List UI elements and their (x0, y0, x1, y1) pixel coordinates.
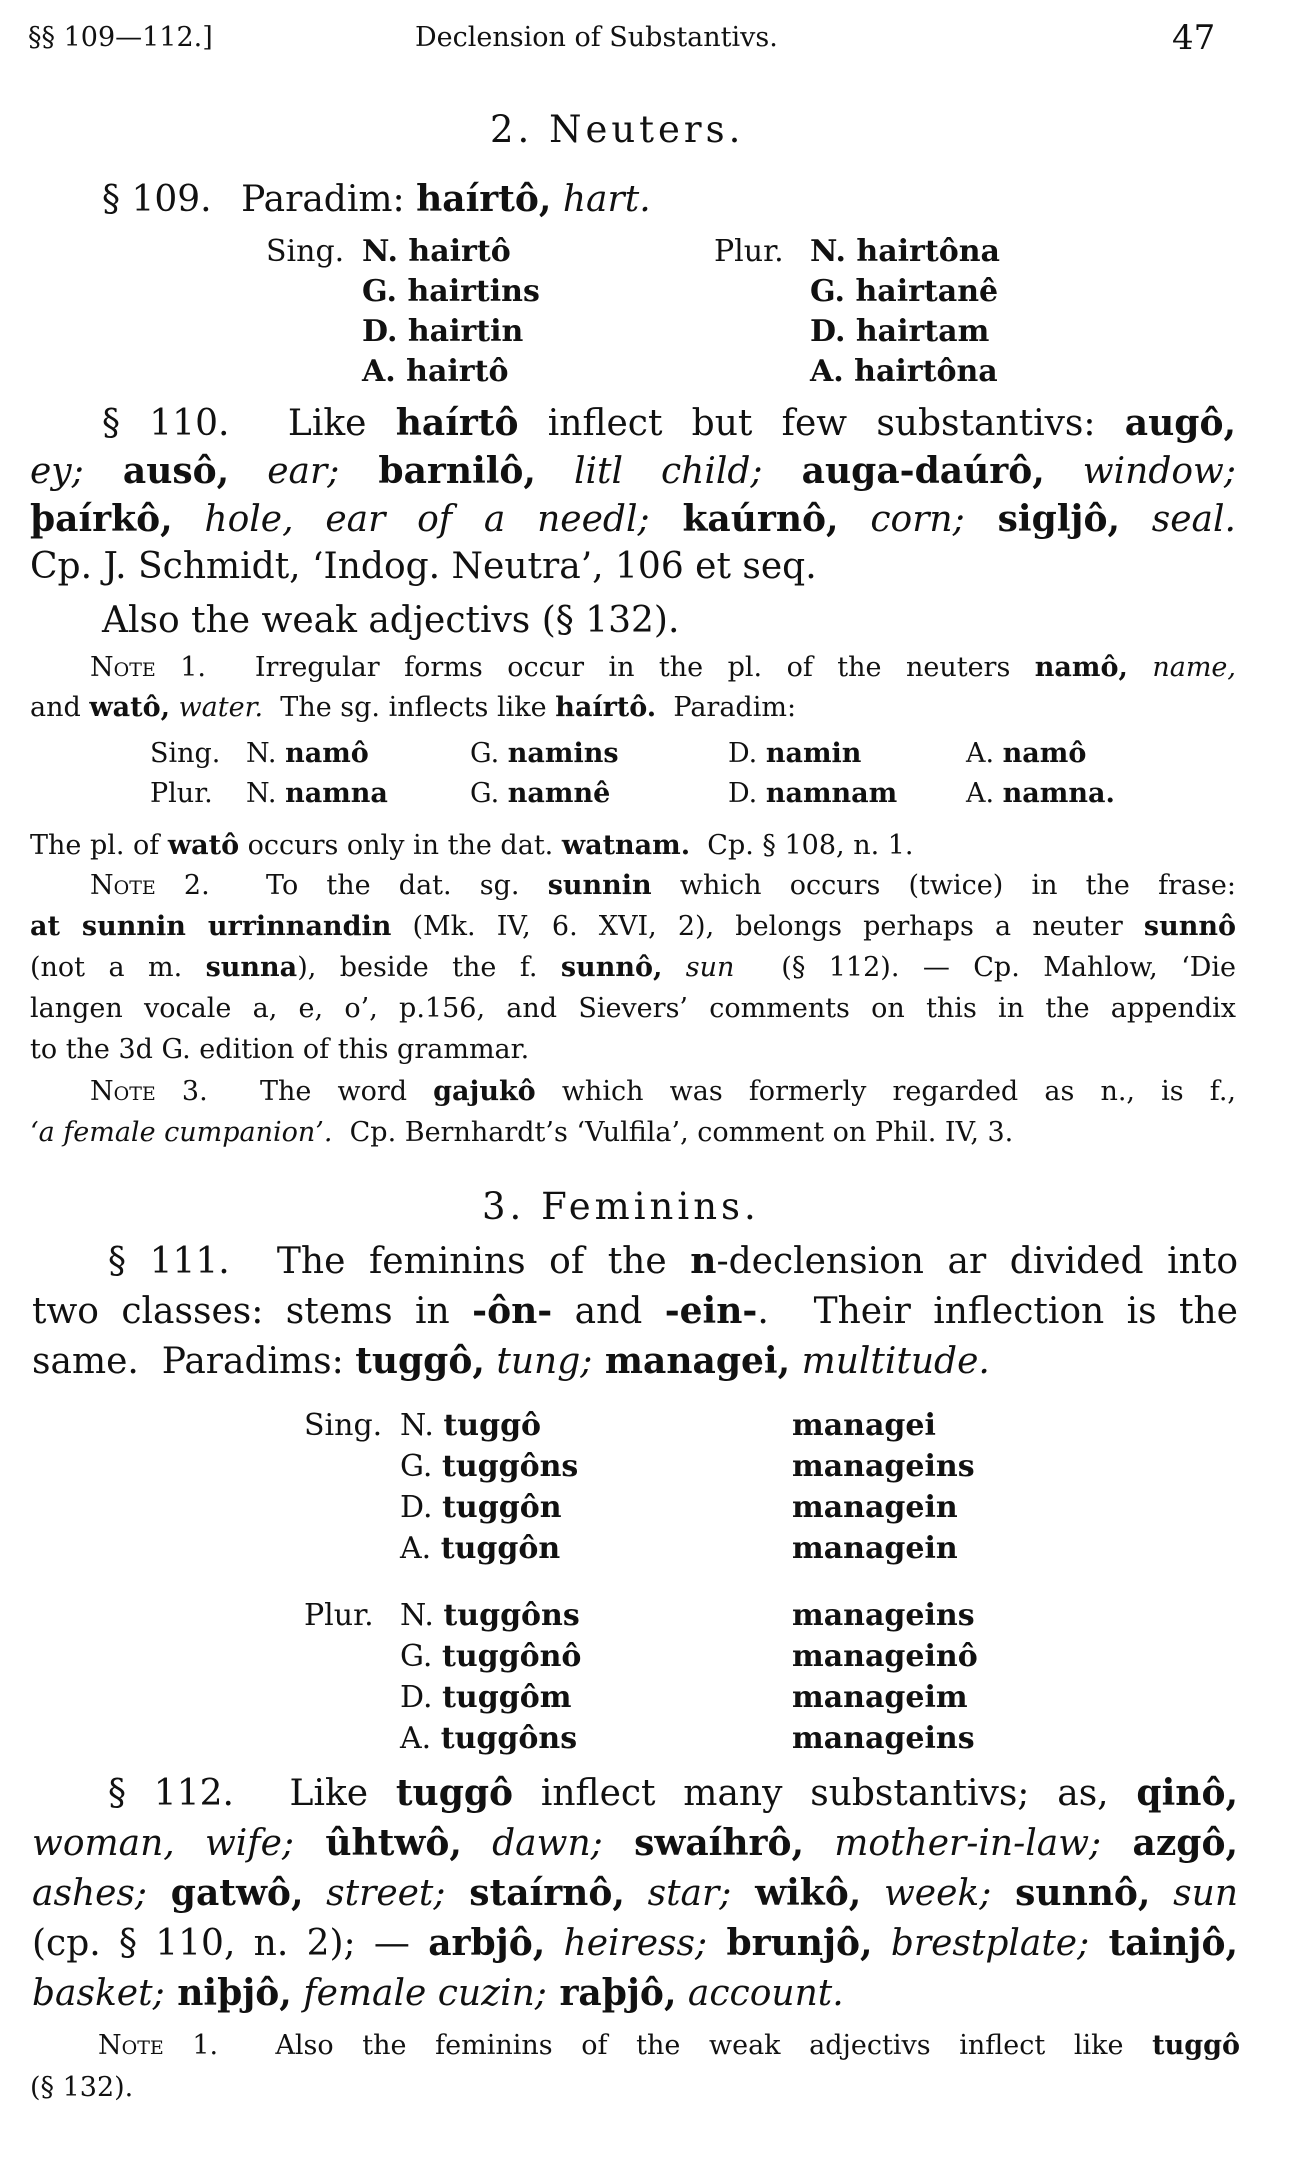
text-run: ), beside the f. (297, 952, 561, 983)
gothic-word: watô (167, 830, 240, 861)
text-run: The word (207, 1076, 434, 1107)
neuter-sing-form: G. hairtins (362, 274, 540, 309)
text-run: two classes: stems in (32, 1291, 473, 1332)
gloss-text: basket; (32, 1973, 165, 2014)
paradigm-cell-tuggo (400, 1408, 541, 1443)
inflected-form: tuggô (443, 1408, 542, 1443)
gothic-word: gatwô, (147, 1872, 304, 1914)
paradigm-cell (728, 778, 897, 809)
inflected-form: namnam (765, 778, 898, 809)
inflected-form: tuggôn (442, 1490, 562, 1525)
gloss-text: window; (1044, 451, 1236, 492)
gloss-text: hole, ear of a needl; (172, 499, 650, 540)
paradigm-cell-managei: manageins (792, 1598, 975, 1633)
gothic-word: gajukô (433, 1076, 536, 1107)
gothic-word: sunnin (547, 870, 652, 901)
section-heading-feminins: 3. Feminins. (482, 1185, 760, 1228)
section-112-line (32, 1972, 1238, 2014)
gloss-text: tung; (484, 1341, 593, 1382)
gloss-text: brestplate; (872, 1923, 1090, 1964)
neuter-plur-form: A. hairtôna (810, 354, 998, 389)
paradigm-cell (470, 778, 610, 809)
paradigm-cell-tuggo (400, 1449, 578, 1484)
text-run: The sg. inflects like (263, 692, 556, 723)
text-run: (Mk. IV, 6. XVI, 2), belongs perhaps a neuter (391, 911, 1144, 942)
neuter-plur-label: Plur. (714, 234, 784, 269)
section-112-line (32, 1822, 1238, 1864)
case-label: G. (400, 1449, 433, 1484)
gothic-word: sunna (205, 952, 298, 983)
gloss-text: water. (169, 692, 264, 723)
neuter-plur-form: D. hairtam (810, 314, 990, 349)
neuter-plur-form: N. hairtôna (810, 234, 1000, 269)
gothic-word: þaírkô, (30, 498, 173, 540)
gloss-text: sun (662, 952, 735, 983)
neuter-sing-label: Sing. (266, 234, 345, 269)
inflected-form: namô (1002, 738, 1087, 769)
text-run: inflect many substantivs; as, (513, 1773, 1137, 1814)
section-111-line (32, 1290, 1238, 1332)
section-110-line (30, 450, 1236, 492)
case-label: N. (400, 1598, 434, 1633)
gothic-word: qinô, (1136, 1772, 1238, 1814)
gothic-word: sunnô (1143, 911, 1236, 942)
neuters-note-1-line (90, 652, 1236, 683)
paradigm-cell (246, 738, 369, 769)
gothic-word: haírtô (395, 402, 519, 444)
paradigm-cell-managei: managei (792, 1408, 936, 1443)
section-112-line (108, 1772, 1238, 1814)
gothic-word: watô, (89, 692, 170, 723)
section-109-text: Paradim: (241, 179, 405, 220)
text-run: Cp. § 108, n. 1. (690, 830, 914, 861)
gothic-word: tainjô, (1089, 1922, 1238, 1964)
inflected-form: namnê (507, 778, 611, 809)
paradigm-cell-managei: managein (792, 1531, 958, 1566)
note-label: Note 3. (90, 1076, 208, 1107)
gloss-text: litl child; (535, 451, 763, 492)
paradigm-row-label: Sing. (150, 738, 221, 769)
text-run: Paradim: (656, 692, 797, 723)
paradigm-cell (966, 738, 1086, 769)
gothic-word: -ôn- (472, 1290, 553, 1332)
gloss-text: woman, wife; (32, 1823, 295, 1864)
gothic-word: auga-daúrô, (762, 450, 1045, 492)
text-run: (cp. § 110, n. 2); — (32, 1923, 429, 1964)
neuters-note-1-after-line (30, 830, 1236, 861)
gothic-word: augô, (1124, 402, 1237, 444)
paradigm-cell-tuggo (400, 1680, 571, 1715)
paradigm-cell-tuggo (400, 1598, 580, 1633)
feminins-note-1-line (98, 2030, 1240, 2061)
gloss-text: heiress; (545, 1923, 708, 1964)
case-label: G. (470, 738, 508, 769)
header-running-title: Declension of Substantivs. (415, 22, 778, 53)
gothic-word: niþjô, (164, 1972, 292, 2014)
gothic-word: sigljô, (964, 498, 1120, 540)
section-110-line (30, 498, 1236, 540)
text-run: Irregular forms occur in the pl. of the neuters (205, 652, 1035, 683)
inflected-form: namô (285, 738, 369, 769)
paradigm-cell-managei: manageinô (792, 1639, 978, 1674)
neuters-note-3-line (30, 1117, 1236, 1148)
gothic-word: tuggô (395, 1772, 514, 1814)
paradigm-number-label: Sing. (304, 1408, 383, 1443)
neuter-plur-form: G. hairtanê (810, 274, 999, 309)
section-111-line (108, 1240, 1238, 1282)
note-label: Note 2. (90, 870, 210, 901)
neuter-sing-form: N. hairtô (362, 234, 511, 269)
gloss-text: corn; (838, 499, 965, 540)
text-run: and (30, 692, 90, 723)
gloss-text: account. (676, 1973, 844, 2014)
inflected-form: tuggôns (441, 1449, 579, 1484)
text-run: and (552, 1291, 665, 1332)
inflected-form: tuggônô (441, 1639, 582, 1674)
gloss-text: star; (624, 1873, 732, 1914)
gloss-text: mother-in-law; (804, 1823, 1102, 1864)
section-112-line (32, 1872, 1238, 1914)
inflected-form: namins (507, 738, 619, 769)
inflected-form: namna. (1002, 778, 1115, 809)
neuters-note-1-line (30, 692, 1236, 723)
text-run: (§ 132). (30, 2072, 134, 2103)
paradigm-cell (966, 778, 1115, 809)
text-run: (not a m. (30, 952, 206, 983)
text-run: The pl. of (30, 830, 168, 861)
gothic-word: -ein- (664, 1290, 758, 1332)
gothic-word: managei, (592, 1340, 791, 1382)
neuters-note-3-line (90, 1076, 1236, 1107)
text-run: § 111. The feminins of the (108, 1241, 691, 1282)
text-run: Cp. J. Schmidt, ‘Indog. Neutra’, 106 et seq. (30, 546, 817, 587)
gloss-text: street; (303, 1873, 446, 1914)
case-label: D. (400, 1490, 433, 1525)
neuters-note-2-line (30, 911, 1236, 942)
paradigm-cell-managei: managein (792, 1490, 958, 1525)
text-run: langen vocale a, e, o’, p.156, and Sievers’ comments on this in the appendix (30, 993, 1236, 1024)
section-111-line (32, 1340, 1238, 1382)
paradigm-cell-tuggo (400, 1639, 581, 1674)
text-run: § 110. Like (102, 403, 396, 444)
paradigm-cell (246, 778, 388, 809)
paradigm-cell-managei: manageins (792, 1449, 975, 1484)
case-label: G. (400, 1639, 433, 1674)
gloss-text: ‘a female cumpanion’. (30, 1117, 333, 1148)
case-label: N. (400, 1408, 434, 1443)
gothic-word: swaíhrô, (602, 1822, 805, 1864)
text-run: Cp. Bernhardt’s ‘Vulfila’, comment on Phil. IV, 3. (332, 1117, 1014, 1148)
inflected-form: namna (285, 778, 388, 809)
section-110-also: Also the weak adjectivs (§ 132). (102, 600, 680, 641)
gloss-text: name, (1127, 652, 1236, 683)
text-run: . Their inflection is the (757, 1291, 1238, 1332)
case-label: A. (400, 1721, 432, 1756)
gothic-word: haírtô. (555, 692, 657, 723)
case-label: A. (400, 1531, 432, 1566)
neuter-sing-form: D. hairtin (362, 314, 524, 349)
paradigm-cell-managei: manageins (792, 1721, 975, 1756)
paradigm-cell-tuggo (400, 1531, 560, 1566)
neuter-sing-form: A. hairtô (362, 354, 509, 389)
paradigm-cell-tuggo (400, 1721, 577, 1756)
note-label: Note 1. (98, 2030, 219, 2061)
text-run: to the 3d G. edition of this grammar. (30, 1034, 530, 1065)
gothic-word: ûhtwô, (294, 1822, 462, 1864)
paradigm-cell (470, 738, 619, 769)
section-109-heading (102, 178, 651, 220)
gothic-word: at sunnin urrinnandin (30, 911, 392, 942)
gothic-word: sunnô, (560, 952, 663, 983)
paradigm-cell (728, 738, 861, 769)
gothic-word: namô, (1034, 652, 1128, 683)
case-label: D. (728, 738, 766, 769)
text-run: which was formerly regarded as n., is f., (535, 1076, 1236, 1107)
case-label: N. (246, 738, 286, 769)
gloss-text: week; (861, 1873, 992, 1914)
text-run: same. Paradims: (32, 1341, 356, 1382)
neuters-note-2-line (30, 993, 1236, 1024)
text-run: Also the feminins of the weak adjectivs inflect like (218, 2030, 1153, 2061)
neuters-note-2-line (30, 1034, 1236, 1065)
gothic-word: brunjô, (707, 1922, 873, 1964)
gothic-word: kaúrnô, (649, 498, 839, 540)
gloss-text: ey; (30, 451, 84, 492)
gothic-word: ausô, (83, 450, 230, 492)
paradigm-cell-managei: manageim (792, 1680, 968, 1715)
text-run: occurs only in the dat. (239, 830, 562, 861)
section-110-line (30, 546, 1236, 587)
case-label: A. (966, 738, 1003, 769)
neuters-note-2-line (30, 952, 1236, 983)
case-label: D. (400, 1680, 433, 1715)
paradigm-row-label: Plur. (150, 778, 213, 809)
gothic-word: n (690, 1240, 717, 1282)
text-run: -declension ar divided into (716, 1241, 1238, 1282)
gothic-word: wikô, (731, 1872, 862, 1914)
text-run: which occurs (twice) in the frase: (651, 870, 1236, 901)
text-run: inflect but few substantivs: (518, 403, 1125, 444)
paradigm-number-label: Plur. (304, 1598, 374, 1633)
gothic-word: barnilô, (339, 450, 536, 492)
section-heading-neuters: 2. Neuters. (490, 108, 745, 151)
paradigm-cell-tuggo (400, 1490, 562, 1525)
case-label: N. (246, 778, 286, 809)
gothic-word: raþjô, (546, 1972, 677, 2014)
gothic-word: arbjô, (428, 1922, 546, 1964)
feminins-note-1-line (30, 2072, 1240, 2103)
gothic-word: watnam. (561, 830, 691, 861)
gothic-word: azgô, (1101, 1822, 1238, 1864)
text-run: (§ 112). — Cp. Mahlow, ‘Die (734, 952, 1236, 983)
text-run: § 112. Like (108, 1773, 396, 1814)
gothic-word: tuggô, (355, 1340, 485, 1382)
note-label: Note 1. (90, 652, 206, 683)
gothic-word: tuggô (1152, 2030, 1240, 2061)
gothic-word: staírnô, (445, 1872, 625, 1914)
gloss-text: multitude. (790, 1341, 990, 1382)
case-label: G. (470, 778, 508, 809)
case-label: D. (728, 778, 766, 809)
inflected-form: tuggôm (442, 1680, 572, 1715)
text-run: To the dat. sg. (209, 870, 548, 901)
gloss-text: seal. (1120, 499, 1236, 540)
section-109-word: haírtô, (416, 178, 552, 220)
section-112-line (32, 1922, 1238, 1964)
header-section-range: §§ 109—112.] (28, 22, 213, 53)
gloss-text: female cuzin; (291, 1973, 547, 2014)
inflected-form: tuggôns (443, 1598, 580, 1633)
inflected-form: namin (765, 738, 862, 769)
section-109-label: § 109. (102, 179, 212, 220)
gloss-text: ear; (229, 451, 340, 492)
gloss-text: dawn; (461, 1823, 603, 1864)
section-110-line (102, 402, 1236, 444)
neuters-note-2-line (90, 870, 1236, 901)
gloss-text: ashes; (32, 1873, 148, 1914)
gloss-text: sun (1150, 1873, 1239, 1914)
inflected-form: tuggôns (440, 1721, 578, 1756)
gothic-word: sunnô, (991, 1872, 1151, 1914)
section-109-gloss: hart. (562, 179, 651, 220)
case-label: A. (966, 778, 1003, 809)
inflected-form: tuggôn (440, 1531, 561, 1566)
page-number: 47 (1172, 18, 1216, 58)
